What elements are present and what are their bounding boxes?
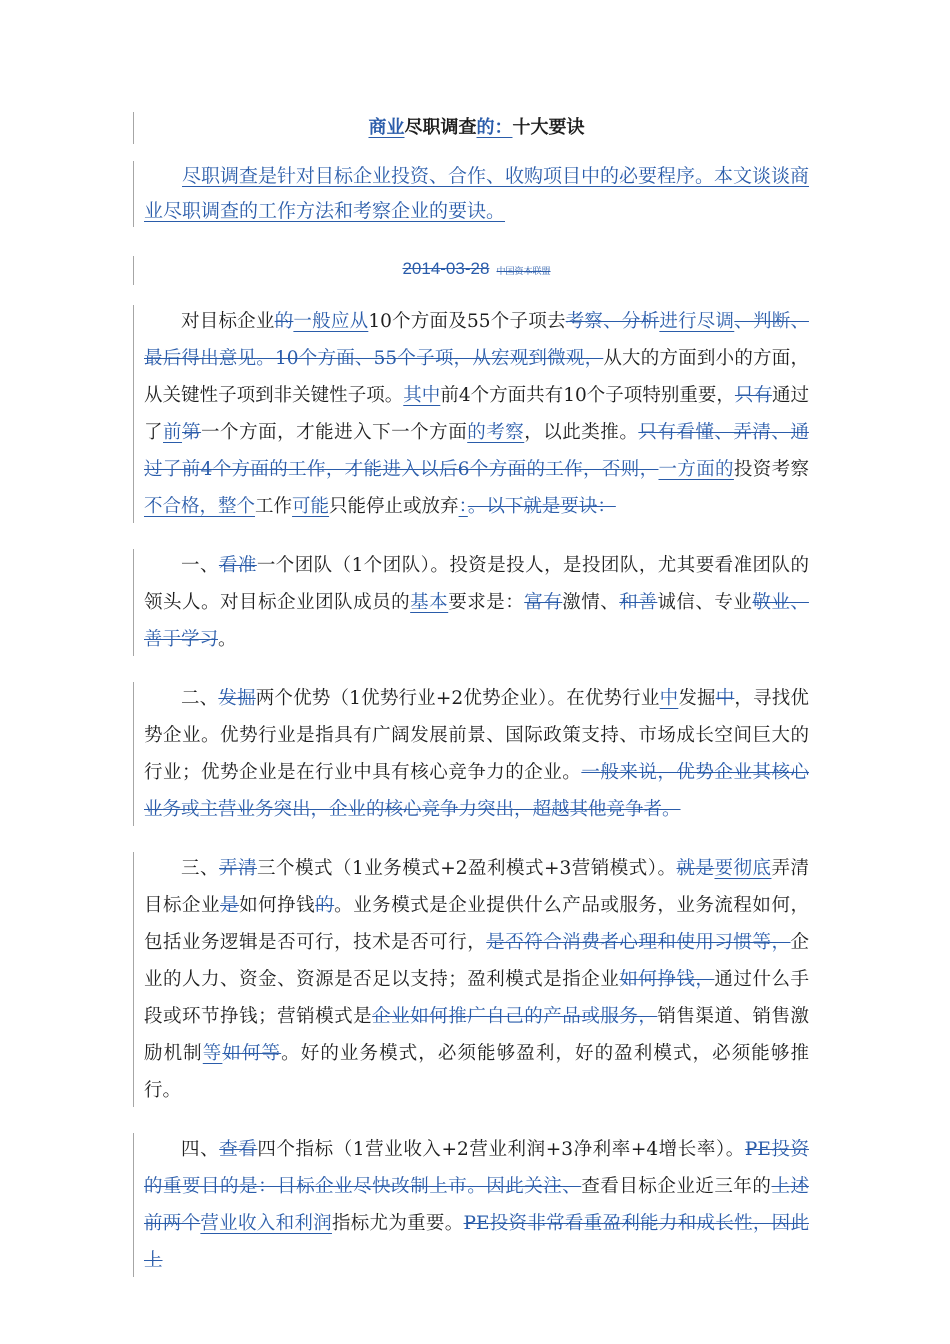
deleted-text: 企业如何推广自己的产品或服务， [372,1006,658,1027]
deleted-text: 查看 [219,1139,258,1160]
inserted-text: ： [458,496,468,517]
paragraph-models [144,850,809,1109]
text-run: ，以此类推。 [524,422,639,443]
text-run: ，寻找优势企业。优势行业是指具有广阔发展前景、国际政策支持、市场成长空间巨大的行业；优势企业是在行业中具有核心竞争力的企业。 [144,688,809,783]
text-run: 通过什么手段或环节挣钱；营销模式是 [144,969,809,1027]
deleted-text: 敬业、善于学习 [144,592,809,650]
paragraph-overview [144,303,809,525]
inserted-text: 等 [202,1043,223,1064]
inserted-text: 可能 [292,496,330,517]
deleted-text: 如何等 [222,1043,282,1064]
deleted-text: 是否符合消费者心理和使用习惯等， [486,932,791,953]
text-run: 四、 [181,1139,220,1160]
text-run: 。好的业务模式，必须能够盈利，好的盈利模式，必须能够推行。 [144,1043,809,1101]
document-body [144,110,809,1301]
deleted-text: 的 [274,311,294,332]
inserted-text: 其中 [403,385,441,406]
text-run: 如何挣钱 [239,895,316,916]
inserted-text: 基本 [410,592,449,613]
inserted-text: 前 [163,422,183,443]
deleted-text: PE投资非常看重盈利能力和成长性，因此上 [144,1213,809,1271]
article-date: 2014-03-28 [402,259,490,278]
text-run: 诚信、专业 [657,592,753,613]
article-source: 中国资本联盟 [496,267,551,277]
text-run: 通过了 [144,385,809,443]
text-run: 一个方面，才能进入下一个方面 [201,422,468,443]
deleted-text: 只有看懂、弄清、通过了前4个方面的工作，才能进入以后6个方面的工作，否则， [144,422,809,480]
deleted-text: 富有 [524,592,563,613]
deleted-text: PE投资的重要目的是：目标企业尽快改制上市。因此关注、 [144,1139,810,1197]
text-run: 要求是： [448,592,525,613]
text-run: 从大的方面到小的方面，从关键性子项到非关键性子项。 [144,348,809,406]
inserted-text: 一般应从 [293,311,369,332]
text-run: 工作 [255,496,293,517]
dateline [144,254,809,287]
intro-paragraph [144,159,809,229]
text-run: 三个模式（1业务模式+2盈利模式+3营销模式）。 [257,858,677,879]
document-title [144,110,809,146]
deleted-text: 和善 [619,592,658,613]
text-run: 二、 [181,688,219,709]
text-run: 三、 [181,858,219,879]
text-run: 。 [218,629,237,650]
text-run: 一个团队（1个团队）。投资是投人，是投团队，尤其要看准团队的领头人。对目标企业团队成员的 [144,555,809,613]
text-run: 销售渠道、销售激励机制 [144,1006,809,1064]
inserted-text: 商业 [368,117,405,138]
deleted-text: 发掘 [218,688,256,709]
text-run: 十大要诀 [512,117,585,138]
text-run: 前4个方面共有10个子项特别重要， [440,385,735,406]
inserted-text: 的考察 [467,422,525,443]
inserted-text: 不合格，整个 [144,496,256,517]
inserted-text: 要彻底 [714,858,772,879]
deleted-text: 上述前两个 [144,1176,809,1234]
inserted-text: 的： [476,117,513,138]
inserted-text: 尽职调查是针对目标企业投资、合作、收购项目中的必要程序。本文谈谈商业尽职调查的工作方法和考察企业的要诀。 [144,165,810,222]
text-run: 投资考察 [733,459,809,480]
paragraph-advantages [144,680,809,828]
deleted-text: 第 [182,422,202,443]
text-run: 弄清目标企业 [144,858,809,916]
inserted-text: 进行尽调 [659,311,735,332]
text-run: 查看目标企业近三年的 [581,1176,772,1197]
text-run: 指标尤为重要。 [331,1213,464,1234]
inserted-text: 中 [659,688,679,709]
paragraph-team [144,547,809,658]
deleted-text: 中 [715,688,735,709]
paragraph-indicators [144,1131,809,1279]
deleted-text: 弄清 [219,858,257,879]
deleted-text: 考察、分析 [565,311,660,332]
deleted-text: 如何挣钱， [619,969,715,990]
text-run: 一、 [181,555,219,576]
deleted-text: 就是 [676,858,715,879]
text-run: 四个指标（1营业收入+2营业利润+3净利率+4增长率）。 [257,1139,745,1160]
text-run: 尽职调查 [404,117,477,138]
deleted-text: 的 [315,895,335,916]
inserted-text: 一方面的 [658,459,734,480]
text-run: 对目标企业 [181,311,275,332]
text-run: 。业务模式是企业提供什么产品或服务，业务流程如何，包括业务逻辑是否可行，技术是否可行， [144,895,809,953]
deleted-text: 只有 [734,385,772,406]
text-run: 10个方面及55个子项去 [368,311,566,332]
deleted-text: 一般来说，优势企业其核心业务或主营业务突出，企业的核心竞争力突出，超越其他竞争者。 [144,762,809,820]
text-run: 两个优势（1优势行业+2优势企业）。在优势行业 [255,688,660,709]
text-run: 只能停止或放弃 [329,496,459,517]
text-run: 企业的人力、资金、资源是否足以支持；盈利模式是指企业 [144,932,809,990]
deleted-text: 看准 [218,555,257,576]
deleted-text: 是 [220,895,240,916]
text-run: 激情、 [562,592,620,613]
deleted-text: 。以下就是要诀： [467,496,616,517]
inserted-text: 营业收入和利润 [200,1213,332,1234]
deleted-text: 、判断、最后得出意见。10个方面、55个子项，从宏观到微观， [144,311,809,369]
text-run: 发掘 [678,688,716,709]
